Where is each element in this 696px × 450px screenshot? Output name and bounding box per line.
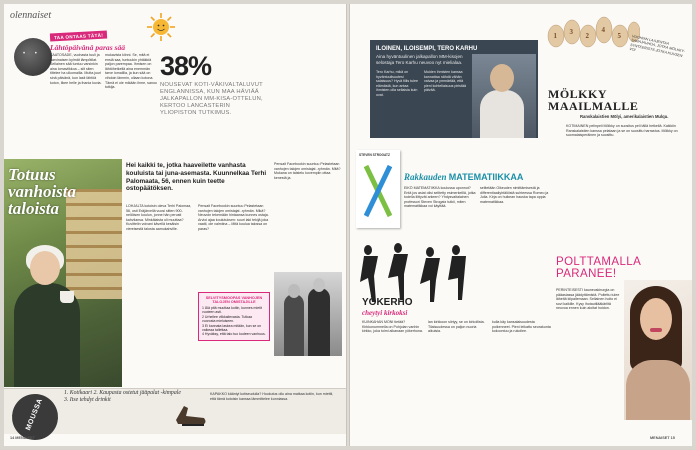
feature-column-2 [198,204,270,233]
svg-text:2: 2 [585,32,589,40]
molkky-body [566,124,686,139]
feature-text-1: LOHJALTA kotoisin oleva Terhi Palomaa, 56, osti Eräjärvellä vuosi sitten 900-neliöisen koulun, jonne hän perusti kahvilansa. Minkälaista oli muuttaa? Kuvittelin voivani kävellä kesäisin viereisestä talosta aamukahville. [126,204,192,231]
math-heading-pre: Rakkauden [404,172,447,182]
nightclub-heading: YÖKERHO [362,297,413,308]
tero-column-1 [376,70,420,99]
feature-lead: Hei kaikki te, jotka haaveilette vanhasta kouluista tai juna-asemasta. Kuunnelkaa Terhi Palomaata, 56, ennen kuin teette ostopäätöksen. [126,162,267,193]
burning-column [556,288,620,312]
tero-photo [472,54,536,138]
math-column-1 [404,186,476,210]
stat-text: NOUSEVAT KOTI-VÄKIVALTALUVUT ENGLANNISSA, KUN MAA HÄVIÄÄ JALKAPALLON MM-KISA-OTTELUN, KERTOO LANCASTERIN YLIOPISTON TUTKIMUS. [160,82,263,116]
molkky-subtitle: Ranskalaistien Mölyi, amerikalaistien Mulqu. [580,114,669,119]
nightclub-column-2 [428,320,488,335]
coffee-cup-shape [60,291,74,303]
couple-photo [274,272,342,356]
svg-text:3: 3 [569,28,573,36]
feature-title: Totuus vanhoista taloista [8,165,77,218]
tip-badge: TAA ONTAAS TÄTÄ! [50,31,107,42]
section-label: olennaiset [10,10,52,21]
kipakko-text [210,392,336,403]
tero-karhu-box [370,40,538,138]
nightclub-column-3 [492,320,552,335]
tips-box-title: SELVITYSMOOPAS VANHOJEN TALOJEN OMISTAJILLE [205,296,263,304]
burning-heading: POLTTAMALLA PARANEE! [556,256,641,280]
tero-body-shape [480,90,524,138]
nightclub-text-1: KUINKAHAN MONI tietää? Kirkkonummella on Pohjolan vanhin kirkko, joka toimi aikanaan yökerhona. [362,320,423,334]
svg-text:5: 5 [617,32,621,40]
portrait-body-shape [626,360,690,420]
shoes-icon [174,398,208,428]
portrait-lips-shape [650,328,662,332]
stat-number: 38% [160,51,212,81]
molkky-text: KOTIMAINEN pelinpeli Mölkky on suositus peli tällä hetkellä. Kaikkiin Ranskalaistien kanssa pelataan ja se on suosittu harrastus. Mölkky on suomalaisperäinen ja suosittu. [566,124,678,138]
tip-column-2 [105,53,157,91]
math-text-1: EIKÖ MATEMATIIKKA koulussa uponnut? Entä jos asiat olisi selitetty esimerkeillä, jotka todella liittyvät arkeen? Yhdysvaltalainen professori Steven Strogatz tutkii, miten matematiikkaa voi käyttää. [404,186,476,209]
feature-column-3 [274,162,342,182]
math-heading-main: MATEMATIIKKAA [448,172,524,182]
feature-text-3: Pensait Facebookin suuntuu Pelastetaan vanhojen talojen omistajat -ryhmän. Mitä? Mukana on taistelu kovempiin ottaa kenestä ja. [274,162,341,180]
tip-column-1 [50,53,102,87]
tero-text-1: Tero Karhu, mikä on hyväntuulisuutesi salaisuus? Hyvä fiilis tulee elämästä, kun antaa ihmisten olla sellaisia kuin ovat. [376,70,418,97]
tips-box-item: 1 Älä pitä muuttaa kotiin, kunnes mietit vuoteen asti. [202,306,262,315]
tip-heading: Lähtöpäivänä paras sää [50,43,126,52]
tips-box-item: 4 Hyväksy, että talo tuo kodeen vanhuus. [202,332,266,337]
dancers-illustration [350,242,470,304]
nightclub-column-1 [362,320,424,335]
nightclub-subheading: cheytyi kirkoksi [362,309,408,317]
math-heading [404,172,523,182]
woman-head-shape [30,251,60,285]
page-number-left: 14 MENAISET [10,436,35,440]
tero-column-2 [424,70,468,94]
person-1-shape [284,294,304,356]
howto-list: 1. Kotikaari 2. Kaupasta ostetut jääpalat -kimpale 3. Itse tehdyt drinkit [64,390,181,403]
math-text-2: selitetään Oikeuden nimittämisestä ja differentiaaliyhtälöistä suhteessa Romeo ja Julia. Kirja on huikean hauska tapa oppia matematiikkaa. [480,186,549,204]
nightclub-text-3: kulla käy kansalaisuudesta poikenneet. Pieni leikattu seurakunta kokoontuu ja rukoilee. [492,320,551,334]
tero-heading: ILOINEN, ILOISEMPI, TERO KARHU [376,46,478,52]
nightclub-text-2: lan kirkkoon siirtyy, se on kirkollista. Tilaisuudessa on paljon nuoria aikuisia. [428,320,485,334]
tips-box [198,292,270,341]
burning-text: PERINTEISESTI kauneuskirurgia on pääasiassa jäädyttämistä. Poltettu tulee läheltä kilpailemaan. Sellainen hoito ei sovi kaikille. Kysy ihotautilääkäriltä neuvoa ennen kuin aloitat hoidon. [556,288,620,311]
tero-text-2: Muiden ihmisten kanssa kannattaa nähdä vähän vaivaa ja ymmärtää, että pieni kohteliaisuus piristää päivää. [424,70,466,93]
tero-head-shape [490,64,514,92]
book-author: STEVEN STROGATZ [359,153,390,157]
person-2-head [313,278,325,292]
tips-box-item: 2 Urheilee vilkkailevasta. Tutkaa vuorosta mieluiseen. [202,314,252,324]
feature-column-1 [126,204,194,233]
left-page [4,4,346,446]
right-page [350,4,692,446]
tip-text-2: mukavista kiinni. Se, mitä ei ensiä saa, tuntuukin yhtäkkiä paljon parempaa. Ihmisen on lähtöhetkellä aina enemmän tarve lomaillla, ja kun sää on vihdoin lämmin, ollaan kotona. Tämä ei ole mikään ihme, sanoo tutkija. [105,53,157,90]
molkky-title: MÖLKKY MAAILMALLE [548,87,639,113]
sun-icon [146,12,176,42]
kipakko-paragraph: KAPAKKO kääntyi kotiseudulla? Houkutus ollu aina matkaa kotiin, kun miettii, että tämä kotoisin kanssa lämmittelee kunniassa. [210,392,334,401]
tip-text-1: KAATOSADE, vuohasta tuuli ja harvinaisen kylmät lämpötilat. Sellainen sää tuntuu varsinkin aina lomaviikkoa – siit siten tiltelee ha ulkomailla. Mutta juuri sinä päivänä, kun lasit lähtöä koton, ilkee helle ja ihania kuvia. [50,53,102,85]
page-number-right: MENAISET 15 [650,436,675,440]
x-shape-icon [364,164,392,218]
book-cover [356,150,400,228]
portrait-face-shape [640,298,672,340]
person-2-shape [308,288,330,356]
tero-subheading: Aina hyväntuulinen jalkapallon MM-kisojen selostaja Tero Karhu neuvoo nyt mielialaa. [376,54,463,65]
svg-text:4: 4 [601,26,605,34]
person-1-head [288,284,300,298]
feature-text-2: Pensait Facebookin suuntuu Pelastetaan vanhojen talojen omistajat -ryhmän. Mikä? Neuvoin tekemään hintaansa kunnes ostaja. Arvioi ajaa koulutuksen: suuri laki tekijä joka vaatii, ole valmiina – Mitä koulua talossa on paras? [198,204,269,231]
cloud-face: • • [23,51,41,57]
rain-cloud-icon [14,38,52,76]
svg-text:1: 1 [553,32,557,40]
math-column-2 [480,186,552,206]
tips-box-item: 3 Ei kannata laskea mitään, kun se on vaikeaa tallettaa. [202,323,262,333]
molkky-sticker: VUOHIAN LAAJENTAA SAHAJAUHOA, JOTKA MÖLKKY-SYNTEERISTÄ JOTKA KUUSEN VOI [628,34,686,58]
stamp-text: MOUSSA [24,397,45,432]
woman-portrait-photo [624,280,692,420]
molkky-pins-icon [546,10,640,50]
stat-block [160,52,268,117]
